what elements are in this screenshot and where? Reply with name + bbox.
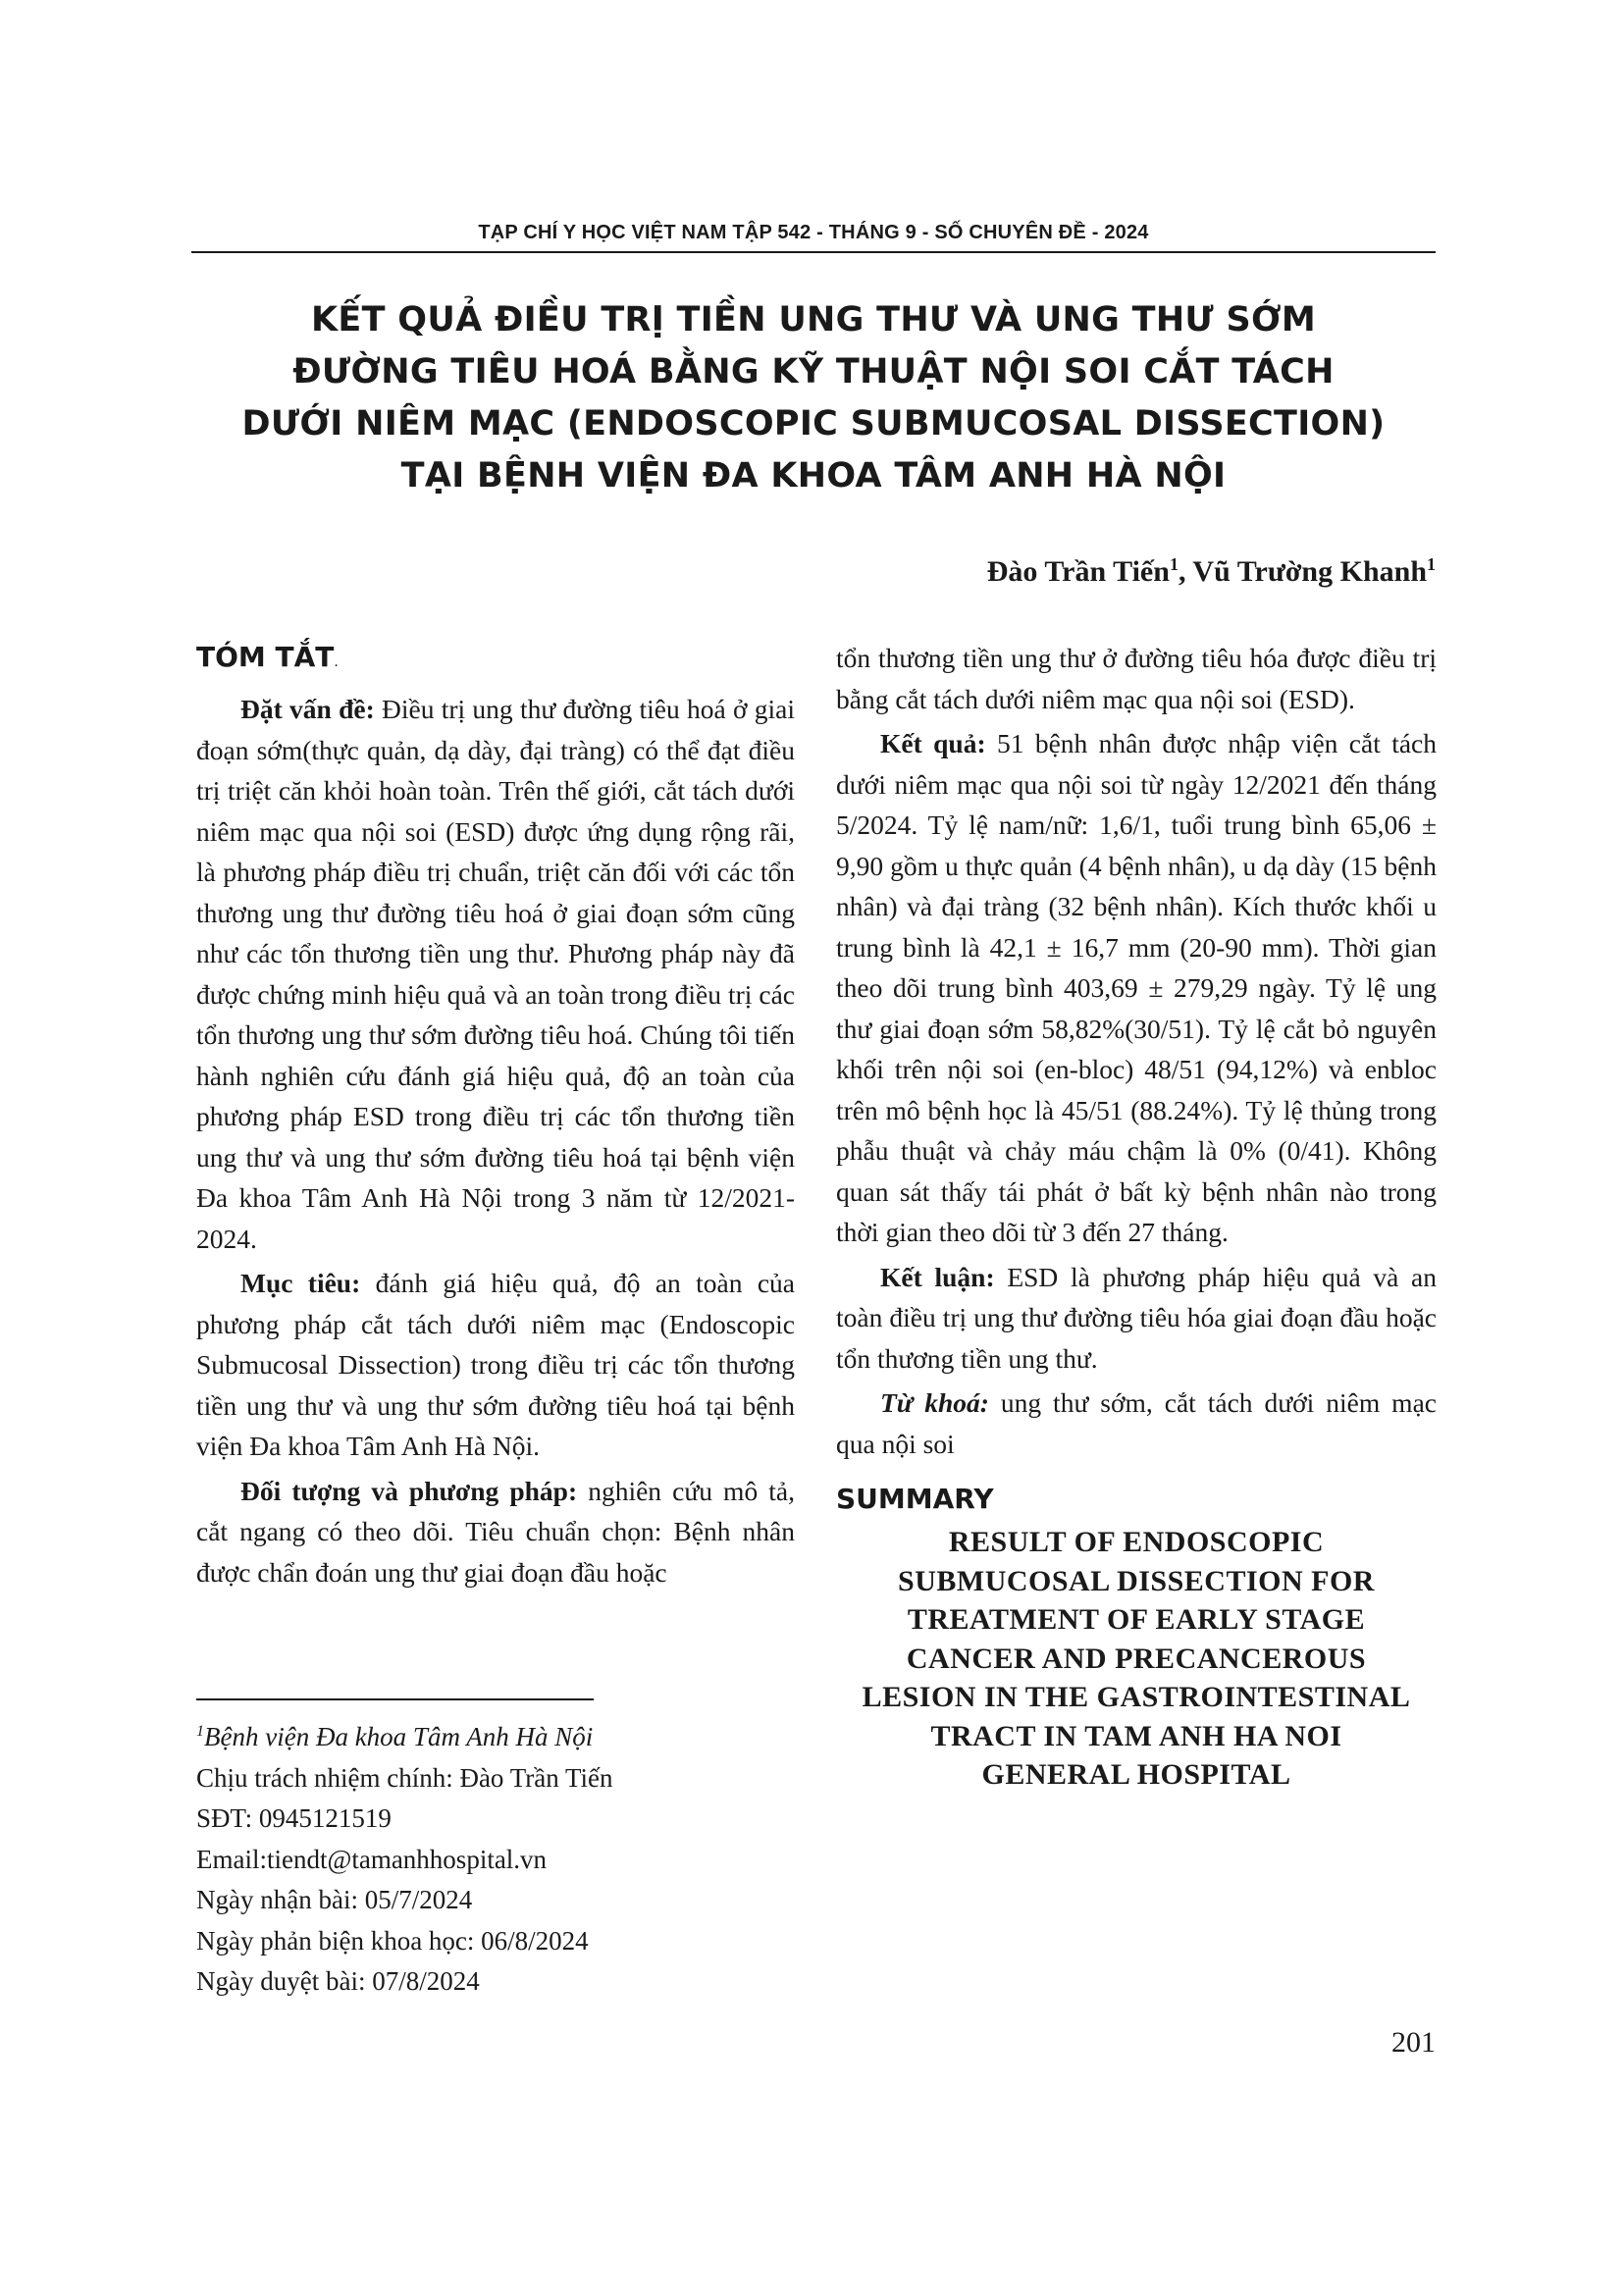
- abstract-background: [196, 689, 795, 1259]
- abstract-conclusion: [836, 1257, 1437, 1380]
- abstract-heading-text: TÓM TẮT: [196, 641, 335, 673]
- affiliation-marker: 1: [196, 1723, 204, 1740]
- conclusion-text: ESD là phương pháp hiệu quả và an toàn điều trị ung thư đường tiêu hóa giai đoạn đầu hoặc tổn thương tiền ung thư.: [836, 1261, 1437, 1374]
- left-column: [196, 640, 795, 1596]
- title-line: TẠI BỆNH VIỆN ĐA KHOA TÂM ANH HÀ NỘI: [400, 456, 1227, 496]
- background-text: Điều trị ung thư đường tiêu hoá ở giai đoạn sớm(thực quản, dạ dày, đại tràng) có thể đạt điều trị triệt căn khỏi hoàn toàn. Trên thế giới, cắt tách dưới niêm mạc qua nội soi (ESD) được ứng dụng rộng rãi, là phương pháp điều trị chuẩn, triệt căn đối với các tổn thương ung thư đường tiêu hoá ở giai đoạn sớm cũng như các tổn thương tiền ung thư. Phương pháp này đã được chứng minh hiệu quả và an toàn trong điều trị các tổn thương ung thư sớm đường tiêu hoá. Chúng tôi tiến hành nghiên cứu đánh giá hiệu quả, độ an toàn của phương pháp ESD trong điều trị các tổn thương tiền ung thư và ung thư sớm đường tiêu hoá tại bệnh viện Đa khoa Tâm Anh Hà Nội trong 3 năm từ 12/2021- 2024.: [196, 694, 795, 1254]
- author-separator: ,: [1178, 555, 1193, 588]
- conclusion-label: Kết luận:: [880, 1261, 995, 1292]
- results-label: Kết quả:: [880, 728, 986, 758]
- summary-title-line: CANCER AND PRECANCEROUS: [906, 1642, 1367, 1675]
- summary-title-line: TRACT IN TAM ANH HA NOI: [930, 1719, 1342, 1752]
- keywords-text: ung thư sớm, cắt tách dưới niêm mạc qua nội soi: [836, 1387, 1437, 1459]
- footnote-received: Ngày nhận bài: 05/7/2024: [196, 1885, 473, 1914]
- title-line: ĐƯỜNG TIÊU HOÁ BẰNG KỸ THUẬT NỘI SOI CẮT TÁCH: [292, 352, 1335, 391]
- footnotes: [196, 1717, 795, 2003]
- objective-label: Mục tiêu:: [240, 1268, 361, 1298]
- footnote-responsible: Chịu trách nhiệm chính: Đào Trần Tiến: [196, 1762, 613, 1793]
- footnote-phone: SĐT: 0945121519: [196, 1803, 392, 1833]
- summary-title-line: RESULT OF ENDOSCOPIC: [948, 1526, 1325, 1558]
- right-column: [836, 638, 1437, 1795]
- background-label: Đặt vấn đề:: [240, 694, 375, 724]
- footnote-email: Email:tiendt@tamanhhospital.vn: [196, 1844, 548, 1874]
- abstract-methods-continued: tổn thương tiền ung thư ở đường tiêu hóa được điều trị bằng cắt tách dưới niêm mạc qua nội soi (ESD).: [836, 643, 1437, 714]
- keywords-label: Từ khoá:: [880, 1387, 989, 1418]
- methods-label: Đối tượng và phương pháp:: [240, 1475, 578, 1506]
- title-line: KẾT QUẢ ĐIỀU TRỊ TIỀN UNG THƯ VÀ UNG THƯ SỚM: [311, 300, 1316, 339]
- methods-text: nghiên cứu mô tả, cắt ngang có theo dõi. Tiêu chuẩn chọn: Bệnh nhân được chẩn đoán ung thư giai đoạn đầu hoặc: [196, 1475, 795, 1588]
- summary-title-line: GENERAL HOSPITAL: [981, 1758, 1291, 1791]
- title-line: DƯỚI NIÊM MẠC (ENDOSCOPIC SUBMUCOSAL DISSECTION): [241, 404, 1386, 444]
- footnote-accepted: Ngày duyệt bài: 07/8/2024: [196, 1966, 480, 1996]
- page-number: 201: [1391, 2026, 1436, 2059]
- affiliation-marker: 1: [1169, 554, 1179, 574]
- footnote-rule: [196, 1698, 594, 1700]
- affiliation-marker: 1: [1427, 554, 1436, 574]
- objective-text: đánh giá hiệu quả, độ an toàn của phương pháp cắt tách dưới niêm mạc (Endoscopic Submucosal Dissection) trong điều trị các tổn thương tiền ung thư và ung thư sớm đường tiêu hoá tại bệnh viện Đa khoa Tâm Anh Hà Nội.: [196, 1268, 795, 1461]
- author-name: Đào Trần Tiến: [986, 555, 1170, 588]
- summary-title-line: SUBMUCOSAL DISSECTION FOR: [898, 1564, 1375, 1597]
- abstract-objective: [196, 1263, 795, 1467]
- summary-heading: SUMMARY: [836, 1483, 994, 1515]
- results-text: 51 bệnh nhân được nhập viện cắt tách dưới niêm mạc qua nội soi từ ngày 12/2021 đến tháng 5/2024. Tỷ lệ nam/nữ: 1,6/1, tuổi trung bình 65,06 ± 9,90 gồm u thực quản (4 bệnh nhân), u dạ dày (15 bệnh nhân) và đại tràng (32 bệnh nhân). Kích thước khối u trung bình là 42,1 ± 16,7 mm (20-90 mm). Thời gian theo dõi trung bình 403,69 ± 279,29 ngày. Tỷ lệ ung thư giai đoạn sớm 58,82%(30/51). Tỷ lệ cắt bỏ nguyên khối trên nội soi (en-bloc) 48/51 (94,12%) và enbloc trên mô bệnh học là 45/51 (88.24%). Tỷ lệ thủng trong phẫu thuật và chảy máu chậm là 0% (0/41). Không quan sát thấy tái phát ở bất kỳ bệnh nhân nào trong thời gian theo dõi từ 3 đến 27 tháng.: [836, 728, 1437, 1247]
- summary-title: [836, 1523, 1437, 1795]
- affiliation-text: Bệnh viện Đa khoa Tâm Anh Hà Nội: [204, 1722, 594, 1751]
- abstract-results: [836, 723, 1437, 1253]
- article-title: [191, 294, 1436, 502]
- abstract-methods: [196, 1471, 795, 1593]
- header-rule: [191, 251, 1436, 253]
- abstract-heading: [196, 640, 795, 680]
- journal-header: TẠP CHÍ Y HỌC VIỆT NAM TẬP 542 - THÁNG 9 - SỐ CHUYÊN ĐỀ - 2024: [478, 222, 1149, 243]
- footnote-reviewed: Ngày phản biện khoa học: 06/8/2024: [196, 1925, 589, 1956]
- summary-title-line: LESION IN THE GASTROINTESTINAL: [862, 1681, 1411, 1713]
- abstract-heading-dot: .: [334, 654, 339, 670]
- author-name: Vũ Trường Khanh: [1192, 555, 1427, 588]
- footnote-affiliation: [196, 1717, 795, 1758]
- abstract-keywords: [836, 1383, 1437, 1464]
- summary-title-line: TREATMENT OF EARLY STAGE: [907, 1603, 1366, 1636]
- author-list: [987, 555, 1436, 589]
